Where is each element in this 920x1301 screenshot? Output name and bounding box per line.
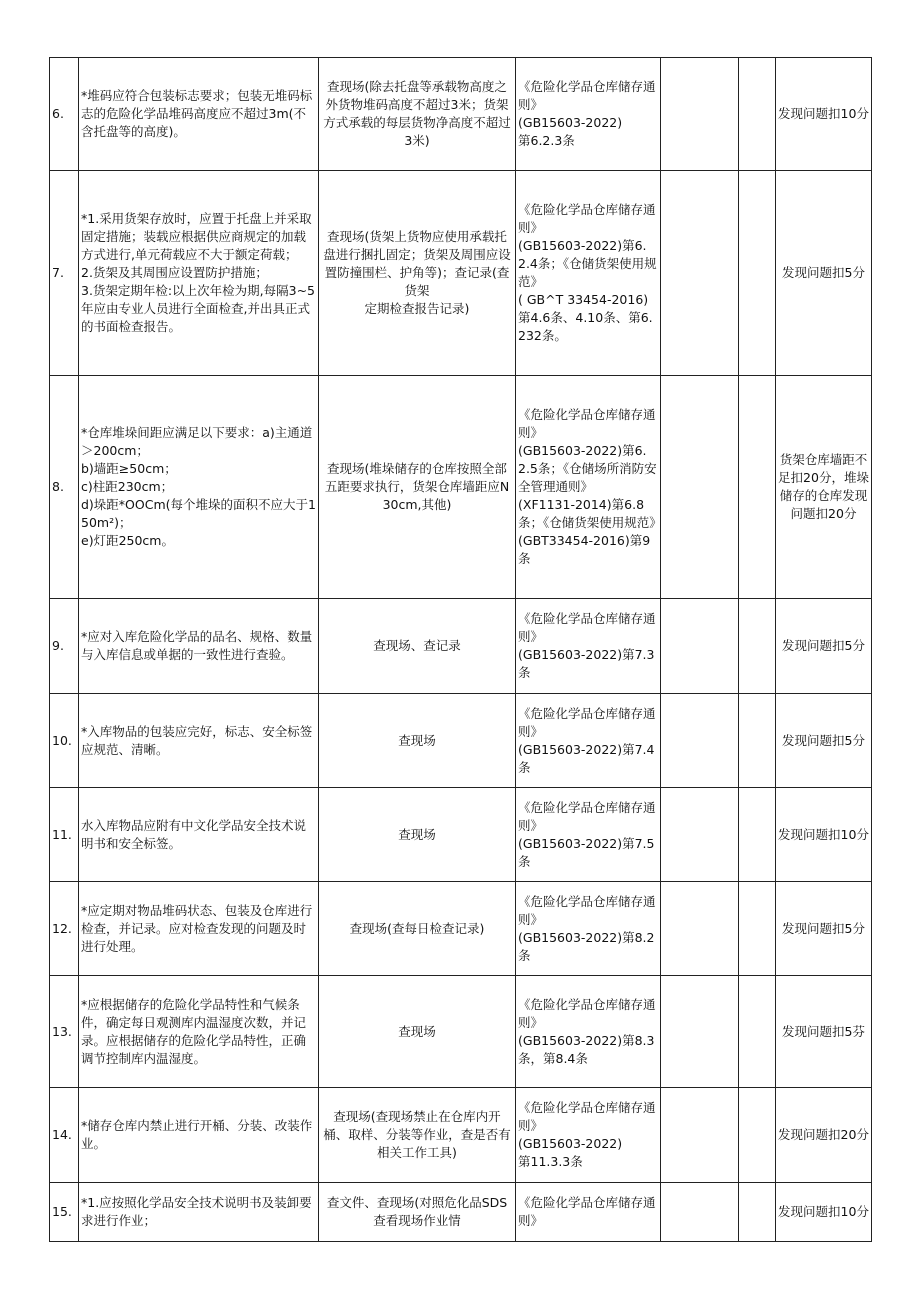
table-row — [50, 882, 872, 976]
row-number: 13. — [50, 976, 79, 1088]
basis-cell: 《危险化学品仓库储存通则》 (GB15603-2022)第7.3条 — [516, 599, 661, 694]
basis-cell: 《危险化学品仓库储存通则》 (GB15603-2022)第7.4条 — [516, 694, 661, 788]
basis-cell: 《危险化学品仓库储存通则》 (GB15603-2022) 第11.3.3条 — [516, 1088, 661, 1183]
blank-cell — [661, 694, 739, 788]
basis-cell: 《危险化学品仓库储存通则》 (GB15603-2022)第7.5条 — [516, 788, 661, 882]
requirement-cell: *应定期对物品堆码状态、包装及仓库进行检查，并记录。应对检查发现的问题及时进行处理。 — [79, 882, 319, 976]
method-cell: 查现场(货架上货物应使用承载托盘进行捆扎固定；货架及周围应设置防撞围栏、护角等)；查记录(查货架 定期检查报告记录) — [319, 171, 516, 376]
blank-cell — [739, 171, 776, 376]
row-number: 14. — [50, 1088, 79, 1183]
table-row — [50, 171, 872, 376]
method-cell: 查现场(除去托盘等承载物高度之外货物堆码高度不超过3米；货架方式承载的每层货物净高度不超过3米) — [319, 58, 516, 171]
table-row — [50, 376, 872, 599]
basis-cell: 《危险化学品仓库储存通则》 (GB15603-2022)第8.2条 — [516, 882, 661, 976]
score-cell: 发现问题扣10分 — [776, 788, 872, 882]
blank-cell — [739, 376, 776, 599]
requirement-cell: *应对入库危险化学品的品名、规格、数量与入库信息或单据的一致性进行查验。 — [79, 599, 319, 694]
method-cell: 查文件、查现场(对照危化品SDS查看现场作业情 — [319, 1183, 516, 1242]
table-row — [50, 58, 872, 171]
blank-cell — [661, 788, 739, 882]
requirement-cell: *1.采用货架存放时，应置于托盘上并采取固定措施；装载应根据供应商规定的加载方式进行,单元荷载应不大于额定荷载； 2.货架及其周围应设置防护措施； 3.货架定期年检:以上次年检为期,每隔3~5年应由专业人员进行全面检查,并出具正式的书面检查报告。 — [79, 171, 319, 376]
blank-cell — [661, 376, 739, 599]
table-row — [50, 1183, 872, 1242]
requirement-cell: *入库物品的包装应完好，标志、安全标签应规范、清晰。 — [79, 694, 319, 788]
blank-cell — [739, 976, 776, 1088]
table-row — [50, 1088, 872, 1183]
table-row — [50, 599, 872, 694]
method-cell: 查现场(查每日检查记录) — [319, 882, 516, 976]
row-number: 6. — [50, 58, 79, 171]
blank-cell — [661, 976, 739, 1088]
blank-cell — [739, 788, 776, 882]
row-number: 12. — [50, 882, 79, 976]
blank-cell — [739, 694, 776, 788]
blank-cell — [661, 882, 739, 976]
requirement-cell: *1.应按照化学品安全技术说明书及装卸要求进行作业； — [79, 1183, 319, 1242]
method-cell: 查现场 — [319, 788, 516, 882]
method-cell: 查现场(查现场禁止在仓库内开桶、取样、分装等作业，查是否有相关工作工具) — [319, 1088, 516, 1183]
row-number: 11. — [50, 788, 79, 882]
score-cell: 发现问题扣5分 — [776, 694, 872, 788]
table-row — [50, 694, 872, 788]
row-number: 8. — [50, 376, 79, 599]
method-cell: 查现场 — [319, 976, 516, 1088]
score-cell: 发现问题扣20分 — [776, 1088, 872, 1183]
table-row — [50, 788, 872, 882]
table-row — [50, 976, 872, 1088]
blank-cell — [661, 1183, 739, 1242]
row-number: 10. — [50, 694, 79, 788]
inspection-table — [49, 57, 872, 1242]
score-cell: 发现问题扣10分 — [776, 1183, 872, 1242]
score-cell: 发现问题扣5分 — [776, 882, 872, 976]
basis-cell: 《危险化学品仓库储存通则》 (GB15603-2022)第8.3条，第8.4条 — [516, 976, 661, 1088]
blank-cell — [739, 599, 776, 694]
row-number: 7. — [50, 171, 79, 376]
requirement-cell: *仓库堆垛间距应满足以下要求：a)主通道＞200cm； b)墙距≥50cm； c)柱距230cm； d)垛距*OOCm(每个堆垛的面积不应大于150m²)； e)灯距250cm。 — [79, 376, 319, 599]
blank-cell — [739, 58, 776, 171]
score-cell: 发现问题扣5分 — [776, 171, 872, 376]
requirement-cell: *堆码应符合包装标志要求；包装无堆码标志的危险化学品堆码高度应不超过3m(不含托盘等的高度)。 — [79, 58, 319, 171]
blank-cell — [739, 1088, 776, 1183]
blank-cell — [661, 171, 739, 376]
blank-cell — [661, 58, 739, 171]
score-cell: 货架仓库墙距不足扣20分，堆垛储存的仓库发现问题扣20分 — [776, 376, 872, 599]
row-number: 9. — [50, 599, 79, 694]
blank-cell — [661, 1088, 739, 1183]
basis-cell: 《危险化学品仓库储存通则》 (GB15603-2022) 第6.2.3条 — [516, 58, 661, 171]
basis-cell: 《危险化学品仓库储存通则》 (GB15603-2022)第6.2.4条；《仓储货架使用规范》 ( GB^T 33454-2016)第4.6条、4.10条、第6.232条。 — [516, 171, 661, 376]
score-cell: 发现问题扣5分 — [776, 599, 872, 694]
score-cell: 发现问题扣5芬 — [776, 976, 872, 1088]
basis-cell: 《危险化学品仓库储存通则》 (GB15603-2022)第6.2.5条；《仓储场所消防安全管理通则》 (XF1131-2014)第6.8条；《仓储货架使用规范》(GBT33454-2016)第9条 — [516, 376, 661, 599]
requirement-cell: *应根据储存的危险化学品特性和气候条件，确定每日观测库内温湿度次数，并记录。应根据储存的危险化学品特性，正确调节控制库内温湿度。 — [79, 976, 319, 1088]
method-cell: 查现场 — [319, 694, 516, 788]
requirement-cell: *储存仓库内禁止进行开桶、分装、改装作业。 — [79, 1088, 319, 1183]
row-number: 15. — [50, 1183, 79, 1242]
blank-cell — [661, 599, 739, 694]
method-cell: 查现场、查记录 — [319, 599, 516, 694]
requirement-cell: 水入库物品应附有中文化学品安全技术说明书和安全标签。 — [79, 788, 319, 882]
blank-cell — [739, 1183, 776, 1242]
score-cell: 发现问题扣10分 — [776, 58, 872, 171]
method-cell: 查现场(堆垛储存的仓库按照全部五距要求执行，货架仓库墙距应N30cm,其他) — [319, 376, 516, 599]
basis-cell: 《危险化学品仓库储存通则》 — [516, 1183, 661, 1242]
blank-cell — [739, 882, 776, 976]
